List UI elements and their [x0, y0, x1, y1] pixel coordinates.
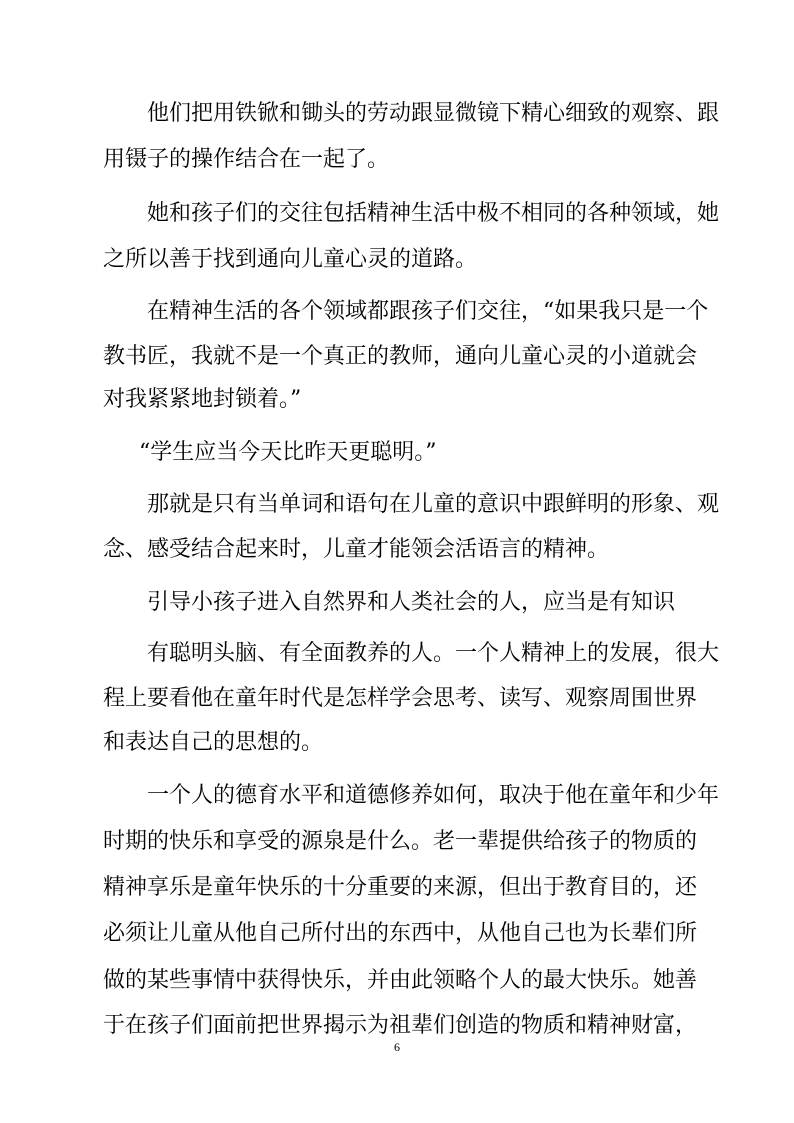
text-line: 用镊子的操作结合在一起了。: [103, 147, 390, 172]
text-line: 程上要看他在童年时代是怎样学会思考、读写、观察周围世界: [103, 686, 698, 711]
text-line: 做的某些事情中获得快乐，并由此领略个人的最大快乐。她善: [103, 968, 698, 993]
text-line: 和表达自己的思想的。: [103, 730, 324, 755]
text-line: 于在孩子们面前把世界揭示为祖辈们创造的物质和精神财富，: [103, 1013, 698, 1038]
text-line: 一个人的德育水平和道德修养如何，取决于他在童年和少年: [147, 783, 720, 808]
text-line: 时期的快乐和享受的源泉是什么。老一辈提供给孩子的物质的: [103, 829, 698, 854]
text-line: 之所以善于找到通向儿童心灵的道路。: [103, 247, 478, 272]
text-line: 对我紧紧地封锁着。”: [103, 387, 302, 412]
page-number: 6: [394, 1040, 400, 1054]
text-line: 有聪明头脑、有全面教养的人。一个人精神上的发展，很大: [147, 641, 720, 666]
text-line: 引导小孩子进入自然界和人类社会的人，应当是有知识: [147, 590, 676, 615]
text-line: 必须让儿童从他自己所付出的东西中，从他自己也为长辈们所: [103, 921, 698, 946]
text-line: 精神享乐是童年快乐的十分重要的来源，但出于教育目的，还: [103, 875, 698, 900]
text-line: 念、感受结合起来时，儿童才能领会活语言的精神。: [103, 537, 610, 562]
text-line: 她和孩子们的交往包括精神生活中极不相同的各种领域，她: [147, 201, 720, 226]
text-line: 在精神生活的各个领域都跟孩子们交往，“如果我只是一个: [147, 299, 709, 324]
text-line: 那就是只有当单词和语句在儿童的意识中跟鲜明的形象、观: [147, 492, 720, 517]
text-line: 教书匠，我就不是一个真正的教师，通向儿童心灵的小道就会: [103, 344, 698, 369]
text-line: 他们把用铁锨和锄头的劳动跟显微镜下精心细致的观察、跟: [147, 101, 720, 126]
text-line: “学生应当今天比昨天更聪明。”: [139, 440, 437, 465]
